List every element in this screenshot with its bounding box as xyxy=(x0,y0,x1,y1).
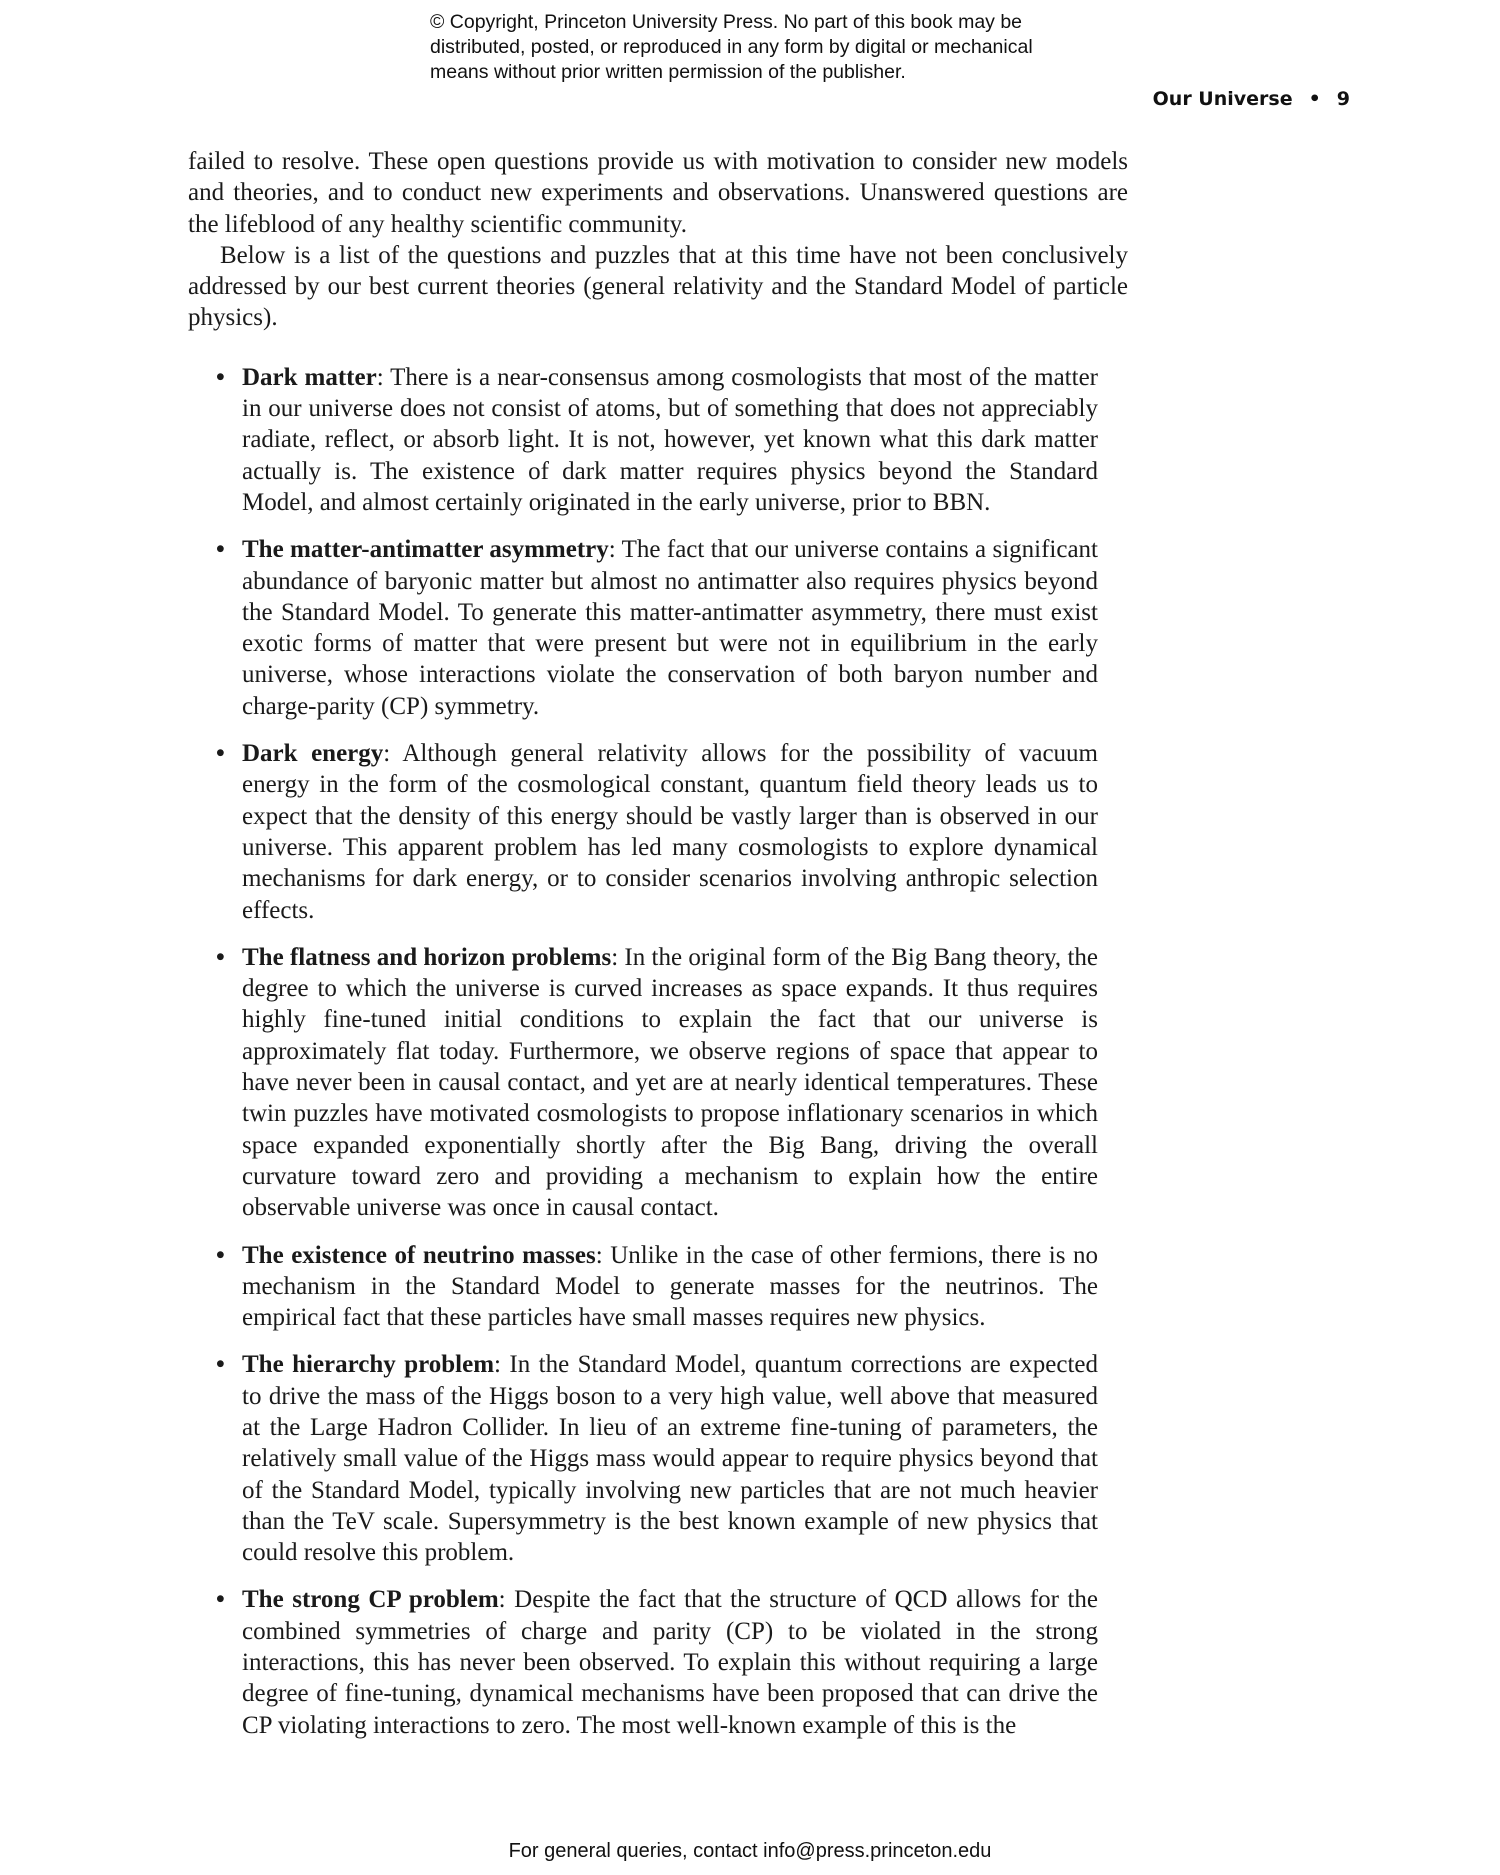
list-item xyxy=(188,362,1098,518)
list-item-text: : There is a near-consensus among cosmologists that most of the matter in our universe does not consist of atoms, but of something that does not appreciably radiate, reflect, or absorb light. It is not, however, yet known what this dark matter actually is. The existence of dark matter requires physics beyond the Standard Model, and almost certainly originated in the early universe, prior to BBN. xyxy=(242,363,1098,516)
bullet-icon: • xyxy=(216,363,225,391)
list-item xyxy=(188,1349,1098,1568)
bullet-icon: • xyxy=(216,536,225,564)
list-item-text: : The fact that our universe contains a significant abundance of baryonic matter but almost no antimatter also requires physics beyond the Standard Model. To generate this matter-antimatter asymmetry, there must exist exotic forms of matter that were present but were not in equilibrium in the early universe, whose interactions violate the conservation of both baryon number and charge-parity (CP) symmetry. xyxy=(242,536,1099,720)
bullet-icon: • xyxy=(216,1241,225,1269)
list-item-text: : Despite the fact that the structure of QCD allows for the combined symmetries of charge and parity (CP) to be violated in the strong interactions, this has never been observed. To explain this without requiring a large degree of fine-tuning, dynamical mechanisms have been proposed that can drive the CP violating interactions to zero. The most well-known example of this is the xyxy=(242,1586,1098,1739)
copyright-line: distributed, posted, or reproduced in any form by digital or mechanical xyxy=(430,36,1033,58)
list-item-term: The hierarchy problem xyxy=(242,1351,495,1379)
header-separator: • xyxy=(1308,88,1321,110)
list-item-term: Dark matter xyxy=(242,363,377,391)
list-item-term: The flatness and horizon problems xyxy=(242,943,612,971)
list-item xyxy=(188,738,1098,926)
chapter-title: Our Universe xyxy=(1152,88,1293,110)
copyright-notice xyxy=(430,10,1130,85)
bullet-icon: • xyxy=(216,1586,225,1614)
list-item xyxy=(188,942,1098,1224)
open-questions-list xyxy=(188,362,1098,1741)
body-paragraph: Below is a list of the questions and puzzles that at this time have not been conclusively addressed by our best current theories (general relativity and the Standard Model of particle physics). xyxy=(188,241,1128,332)
list-item-text: : In the Standard Model, quantum corrections are expected to drive the mass of the Higgs boson to a very high value, well above that measured at the Large Hadron Collider. In lieu of an extreme fine-tuning of parameters, the relatively small value of the Higgs mass would appear to require physics beyond that of the Standard Model, typically involving new particles that are not much heavier than the TeV scale. Supersymmetry is the best known example of new physics that could resolve this problem. xyxy=(242,1351,1098,1567)
list-item-term: The existence of neutrino masses xyxy=(242,1241,596,1269)
list-item-term: Dark energy xyxy=(242,740,384,768)
list-item-term: The strong CP problem xyxy=(242,1586,499,1614)
list-item-term: The matter-antimatter asymmetry xyxy=(242,536,609,564)
list-item xyxy=(188,1584,1098,1740)
copyright-line: means without prior written permission of the publisher. xyxy=(430,61,906,83)
running-head xyxy=(1153,88,1350,110)
bullet-icon: • xyxy=(216,943,225,971)
list-item-text: : Although general relativity allows for the possibility of vacuum energy in the form of the cosmological constant, quantum field theory leads us to expect that the density of this energy should be vastly larger than is observed in our universe. This apparent problem has led many cosmologists to explore dynamical mechanisms for dark energy, or to consider scenarios involving anthropic selection effects. xyxy=(242,740,1098,924)
list-item xyxy=(188,534,1098,722)
copyright-line: © Copyright, Princeton University Press. No part of this book may be xyxy=(430,11,1023,33)
list-item-text: : Unlike in the case of other fermions, there is no mechanism in the Standard Model to generate masses for the neutrinos. The empirical fact that these particles have small masses requires new physics. xyxy=(242,1241,1098,1332)
body-paragraph: failed to resolve. These open questions provide us with motivation to consider new models and theories, and to conduct new experiments and observations. Unanswered questions are the lifeblood of any healthy scientific community. xyxy=(188,148,1128,238)
list-item-text: : In the original form of the Big Bang theory, the degree to which the universe is curved increases as space expands. It thus requires highly fine-tuned initial conditions to explain the fact that our universe is approximately flat today. Furthermore, we observe regions of space that appear to have never been in causal contact, and yet are at nearly identical temperatures. These twin puzzles have motivated cosmologists to propose inflationary scenarios in which space expanded exponentially shortly after the Big Bang, driving the overall curvature toward zero and providing a mechanism to explain how the entire observable universe was once in causal contact. xyxy=(242,943,1099,1222)
bullet-icon: • xyxy=(216,740,225,768)
footer-contact: For general queries, contact info@press.princeton.edu xyxy=(508,1840,992,1862)
list-item xyxy=(188,1240,1098,1334)
bullet-icon: • xyxy=(216,1351,225,1379)
page-number: 9 xyxy=(1336,88,1350,110)
page-body xyxy=(188,146,1128,1757)
